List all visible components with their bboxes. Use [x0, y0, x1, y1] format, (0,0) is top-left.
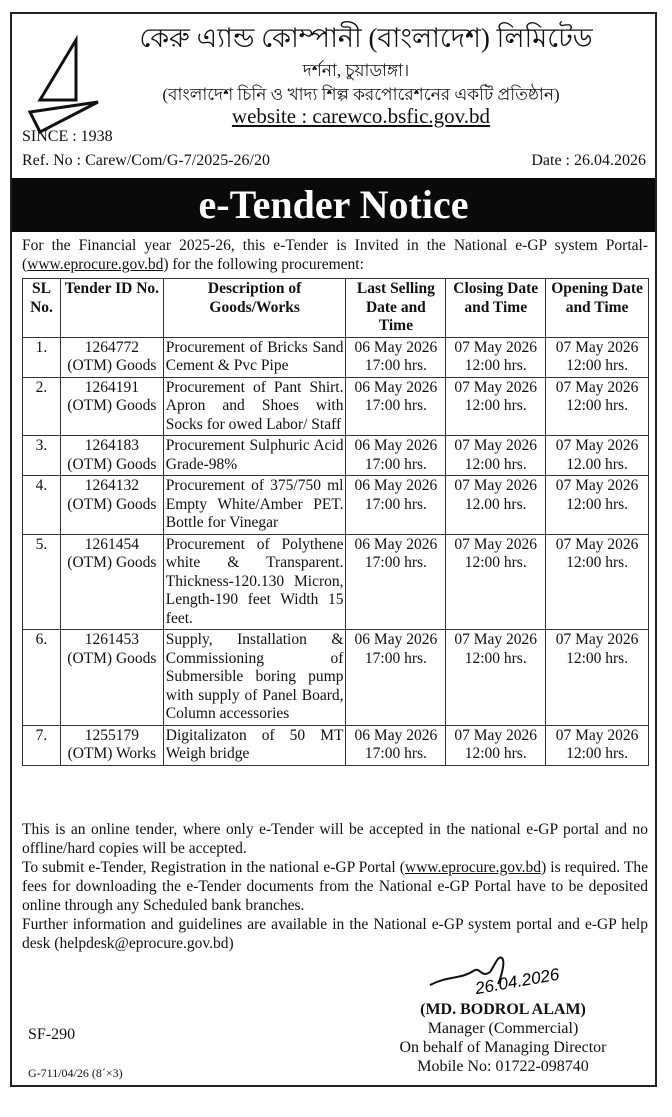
cell-opening [546, 534, 649, 630]
cell-last-selling-sell-time: 17:00 hrs. [364, 554, 427, 571]
cell-tender-id-id: 1264191 [84, 378, 139, 396]
cell-closing-close-time: 12:00 hrs. [464, 649, 527, 667]
cell-closing-close-date: 07 May 2026 [454, 437, 538, 454]
cell-last-selling-sell-date: 06 May 2026 [354, 437, 438, 454]
intro-text: For the Financial year 2025-26, this e-Tender is Invited in the National e-GP system Portal-( [22, 237, 648, 273]
cell-sl [23, 337, 61, 377]
tender-table [22, 278, 649, 766]
cell-sl [23, 436, 61, 476]
cell-sl [23, 630, 61, 726]
cell-opening-open-time: 12:00 hrs. [566, 554, 629, 571]
cell-closing-close-time: 12:00 hrs. [464, 745, 527, 762]
cell-description-desc: Procurement of Pant Shirt. Apron and Shoes with Socks for owed Labor/ Staff [165, 378, 344, 433]
cell-opening-open-time: 12:00 hrs. [566, 745, 629, 762]
cell-tender-id-type: (OTM) Goods [67, 554, 157, 571]
cell-tender-id [60, 725, 163, 765]
cell-closing-close-time: 12:00 hrs. [464, 455, 527, 473]
cell-closing [446, 377, 546, 436]
cell-description [163, 725, 346, 765]
sf-number: SF-290 [28, 1026, 76, 1043]
col-sl: SL No. [23, 279, 61, 338]
cell-closing [446, 337, 546, 377]
cell-opening-open-time: 12:00 hrs. [566, 397, 629, 414]
table-header-row [23, 279, 649, 338]
notice-title: e-Tender Notice [12, 178, 655, 232]
cell-closing [446, 436, 546, 476]
cell-description [163, 337, 346, 377]
cell-opening-open-date: 07 May 2026 [555, 631, 639, 648]
cell-tender-id [60, 436, 163, 476]
eprocure-link[interactable]: www.eprocure.gov.bd [27, 256, 164, 273]
cell-opening [546, 377, 649, 436]
cell-closing-close-date: 07 May 2026 [454, 338, 538, 356]
cell-last-selling-sell-date: 06 May 2026 [354, 338, 438, 356]
cell-closing [446, 725, 546, 765]
company-location: দর্শনা, চুয়াডাঙ্গা। [302, 61, 410, 80]
col-tender-id: Tender ID No. [60, 279, 163, 338]
cell-sl [23, 476, 61, 535]
cell-sl-sl: 1. [35, 338, 48, 356]
table-row [23, 337, 649, 377]
cell-last-selling-sell-time: 17:00 hrs. [364, 357, 427, 374]
cell-opening-open-date: 07 May 2026 [555, 726, 639, 744]
reference-number: Ref. No : Carew/Com/G-7/2025-26/20 [22, 152, 270, 169]
cell-description-desc: Procurement of Bricks Sand Cement & Pvc Pipe [165, 338, 344, 374]
cell-sl-sl: 2. [35, 378, 48, 396]
cell-closing-close-time: 12:00 hrs. [464, 357, 527, 374]
cell-tender-id-type: (OTM) Goods [67, 357, 157, 374]
cell-last-selling-sell-date: 06 May 2026 [354, 477, 438, 494]
cell-tender-id [60, 377, 163, 436]
cell-closing [446, 630, 546, 726]
cell-tender-id-id: 1255179 [84, 726, 139, 744]
cell-sl-sl: 7. [35, 726, 48, 744]
cell-tender-id-id: 1261453 [84, 631, 139, 648]
cell-tender-id-type: (OTM) Goods [67, 455, 157, 473]
col-last-selling: Last Selling Date and Time [346, 279, 446, 338]
cell-last-selling [346, 436, 446, 476]
cell-description [163, 436, 346, 476]
cell-closing [446, 534, 546, 630]
cell-opening-open-date: 07 May 2026 [555, 338, 639, 356]
footer-para-2 [22, 858, 648, 915]
table-row [23, 725, 649, 765]
cell-closing-close-time: 12:00 hrs. [464, 397, 527, 414]
company-subtitle: (বাংলাদেশ চিনি ও খাদ্য শিল্প করপোরেশনের একটি প্রতিষ্ঠান) [162, 85, 560, 104]
cell-tender-id-id: 1264183 [84, 437, 139, 454]
cell-tender-id-type: (OTM) Goods [67, 649, 157, 667]
g-number: G-711/04/26 (8´×3) [28, 1066, 123, 1080]
cell-sl [23, 725, 61, 765]
cell-tender-id [60, 534, 163, 630]
cell-last-selling-sell-time: 17:00 hrs. [364, 495, 427, 513]
cell-closing-close-date: 07 May 2026 [454, 631, 538, 648]
cell-opening-open-date: 07 May 2026 [555, 535, 639, 553]
cell-last-selling-sell-time: 17:00 hrs. [364, 397, 427, 414]
cell-closing-close-date: 07 May 2026 [454, 535, 538, 553]
cell-tender-id-id: 1261454 [84, 535, 139, 553]
cell-last-selling [346, 534, 446, 630]
cell-description [163, 377, 346, 436]
cell-description [163, 476, 346, 535]
cell-opening [546, 630, 649, 726]
cell-description-desc: Digitalizaton of 50 MT Weigh bridge [165, 726, 344, 762]
cell-closing-close-date: 07 May 2026 [454, 726, 538, 744]
table-row [23, 476, 649, 535]
cell-opening [546, 725, 649, 765]
cell-sl-sl: 3. [35, 437, 48, 454]
cell-last-selling-sell-date: 06 May 2026 [354, 378, 438, 396]
cell-opening-open-time: 12.00 hrs. [566, 455, 628, 473]
cell-last-selling-sell-time: 17:00 hrs. [364, 649, 427, 667]
col-closing: Closing Date and Time [446, 279, 546, 338]
cell-sl-sl: 5. [35, 535, 48, 553]
cell-opening-open-date: 07 May 2026 [555, 477, 639, 494]
table-row [23, 377, 649, 436]
cell-closing [446, 476, 546, 535]
cell-description-desc: Procurement Sulphuric Acid Grade-98% [165, 437, 344, 473]
cell-opening-open-time: 12:00 hrs. [566, 649, 629, 667]
cell-description [163, 534, 346, 630]
col-description: Description of Goods/Works [163, 279, 346, 338]
website-link[interactable]: website : carewco.bsfic.gov.bd [231, 104, 491, 128]
footer-para-2-text: To submit e-Tender, Registration in the national e-GP Portal ( [22, 859, 405, 876]
cell-last-selling [346, 630, 446, 726]
signature-icon [420, 950, 580, 1000]
cell-last-selling-sell-time: 17:00 hrs. [364, 745, 427, 762]
cell-opening-open-date: 07 May 2026 [555, 378, 639, 396]
cell-tender-id-type: (OTM) Goods [67, 495, 157, 513]
footer-para-3: Further information and guidelines are available in the National e-GP system portal and e-GP help desk (helpdesk@eprocure.gov.bd) [22, 916, 648, 952]
cell-last-selling [346, 725, 446, 765]
cell-sl-sl: 4. [35, 477, 48, 494]
cell-description [163, 630, 346, 726]
cell-sl-sl: 6. [35, 631, 48, 648]
col-opening: Opening Date and Time [546, 279, 649, 338]
cell-last-selling [346, 337, 446, 377]
footer-para-2-text-end: ) is required. The fees for downloading the e-Tender documents from the National e-GP Portal have to be deposited online through any Scheduled bank branches. [22, 859, 648, 914]
cell-last-selling-sell-date: 06 May 2026 [354, 535, 438, 553]
cell-sl [23, 534, 61, 630]
cell-last-selling-sell-date: 06 May 2026 [354, 726, 438, 744]
footer-para-1: This is an online tender, where only e-Tender will be accepted in the national e-GP portal and no offline/hard copies will be accepted. [22, 821, 648, 857]
cell-tender-id [60, 630, 163, 726]
cell-description-desc: Supply, Installation & Commissioning of Submersible boring pump with supply of Panel Board, Column accessories [165, 631, 344, 722]
table-row [23, 630, 649, 726]
cell-closing-close-time: 12.00 hrs. [464, 495, 527, 513]
cell-last-selling [346, 377, 446, 436]
cell-last-selling-sell-time: 17:00 hrs. [364, 455, 427, 473]
footer-text [22, 820, 648, 953]
since-year: SINCE : 1938 [22, 128, 113, 145]
cell-opening [546, 337, 649, 377]
cell-tender-id-id: 1264772 [84, 338, 139, 356]
cell-opening-open-time: 12:00 hrs. [566, 357, 629, 374]
cell-description-desc: Procurement of 375/750 ml Empty White/Amber PET. Bottle for Vinegar [165, 477, 344, 531]
cell-sl [23, 377, 61, 436]
cell-last-selling-sell-date: 06 May 2026 [354, 631, 438, 648]
cell-closing-close-date: 07 May 2026 [454, 477, 538, 494]
table-row [23, 436, 649, 476]
signatory-name: (MD. BODROL ALAM) [420, 1001, 586, 1018]
cell-opening-open-date: 07 May 2026 [555, 437, 639, 454]
intro-text-end: ) for the following procurement: [163, 256, 364, 273]
cell-closing-close-time: 12:00 hrs. [464, 554, 527, 571]
intro-paragraph [22, 236, 648, 274]
signatory-mobile: Mobile No: 01722-098740 [417, 1058, 589, 1075]
cell-tender-id-type: (OTM) Goods [67, 397, 157, 414]
signatory-behalf: On behalf of Managing Director [399, 1039, 607, 1056]
cell-closing-close-date: 07 May 2026 [454, 378, 538, 396]
company-name-bn: কেরু এ্যান্ড কোম্পানী (বাংলাদেশ) লিমিটেড [139, 23, 593, 53]
cell-opening [546, 436, 649, 476]
cell-last-selling [346, 476, 446, 535]
eprocure-link-2[interactable]: www.eprocure.gov.bd [404, 859, 542, 876]
signatory-block [390, 1000, 616, 1076]
cell-tender-id [60, 476, 163, 535]
table-row [23, 534, 649, 630]
cell-opening [546, 476, 649, 535]
cell-tender-id-type: (OTM) Works [67, 745, 157, 762]
notice-date: Date : 26.04.2026 [531, 152, 646, 169]
cell-tender-id [60, 337, 163, 377]
cell-description-desc: Procurement of Polythene white & Transparent. Thickness-120.130 Micron, Length-190 feet Width 15 feet. [165, 535, 344, 627]
signatory-designation: Manager (Commercial) [427, 1020, 579, 1037]
cell-opening-open-time: 12:00 hrs. [566, 495, 629, 513]
cell-tender-id-id: 1264132 [84, 477, 139, 494]
signature-date: 26.04.2026 [473, 964, 561, 999]
